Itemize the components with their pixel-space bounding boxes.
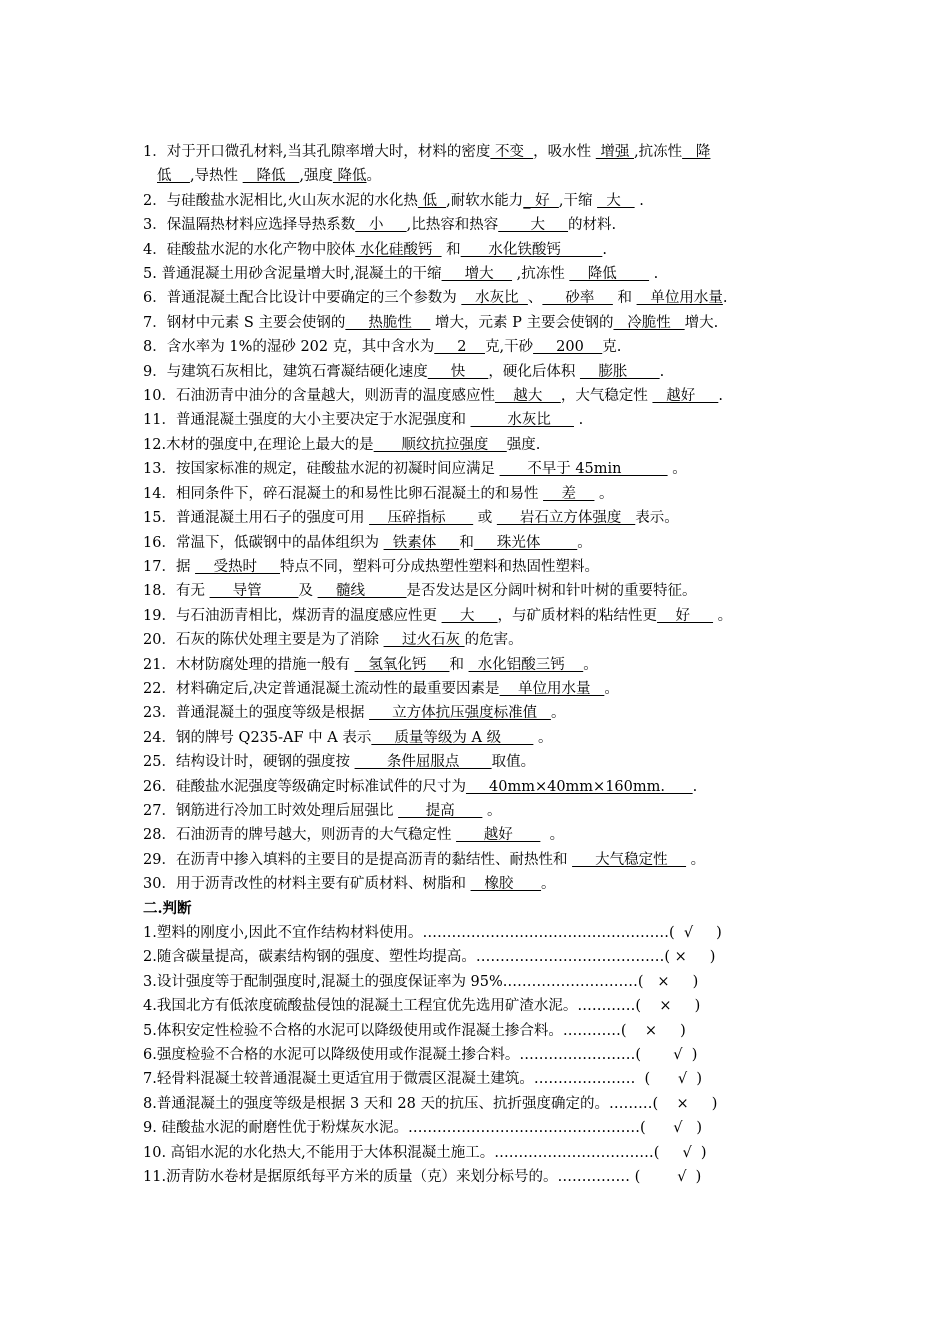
question-text: 增大. <box>684 314 719 331</box>
question-text: ．用于沥青改性的材料主要有矿质材料、树脂和 <box>161 876 471 893</box>
fill-in-question <box>143 506 823 530</box>
question-text: ．相同条件下，碎石混凝土的和易性比卵石混凝土的和易性 <box>161 485 544 502</box>
question-text: ．材料确定后,决定普通混凝土流动性的最重要因素是 <box>161 680 500 697</box>
question-text: ．钢的牌号 Q235-AF 中 A 表示 <box>161 729 372 746</box>
fill-in-question <box>143 433 823 457</box>
answer-blank: 立方体抗压强度标准值 <box>369 705 551 722</box>
answer-blank: 受热时 <box>195 558 281 575</box>
fill-in-question <box>143 457 823 481</box>
question-text: ．普通混凝土强度的大小主要决定于水泥强度和 <box>161 412 471 429</box>
answer-blank: 大气稳定性 <box>572 851 687 868</box>
question-text: . 普通混凝土用砂含泥量增大时,混凝土的干缩 <box>152 266 442 283</box>
section-title-judgement: 二.判断 <box>143 899 192 917</box>
answer-blank: 越好 <box>652 388 719 405</box>
answer-blank: 小 <box>355 217 407 234</box>
fill-in-question <box>143 726 823 750</box>
question-text: 。 <box>594 485 614 502</box>
question-text: . <box>722 290 728 307</box>
answer-blank: 不早于 45min <box>499 461 668 478</box>
question-number: 29 <box>143 851 162 868</box>
answer-blank: 顺纹抗拉强度 <box>373 436 507 453</box>
question-number: 27 <box>143 802 162 819</box>
question-text: 和 <box>441 241 461 258</box>
fill-in-question <box>143 482 823 506</box>
fill-in-question <box>143 311 823 335</box>
question-number: 10 <box>143 388 162 405</box>
question-text: . <box>718 388 723 405</box>
question-text: ，吸水性 <box>533 144 596 160</box>
fill-in-question <box>143 799 823 823</box>
question-text: ．硅酸盐水泥的水化产物中胶体 <box>152 241 356 258</box>
question-text: 。 <box>482 802 502 819</box>
question-text: 克. <box>602 339 622 356</box>
question-text: ．钢材中元素 S 主要会使钢的 <box>152 314 346 331</box>
answer-blank: 冷脆性 <box>613 314 685 331</box>
question-number: 24 <box>143 729 162 746</box>
judgement-section <box>143 921 823 1189</box>
question-text: ，硬化后体积 <box>488 363 580 380</box>
fill-in-question <box>143 628 823 652</box>
answer-blank: 铁素体 <box>383 534 460 551</box>
fill-in-question <box>143 286 823 310</box>
question-text: 和 <box>612 290 637 307</box>
question-text: . <box>573 412 584 429</box>
question-text: ．与建筑石灰相比，建筑石膏凝结硬化速度 <box>152 363 428 380</box>
answer-blank: 大 <box>441 607 498 624</box>
question-text: ．与石油沥青相比，煤沥青的温度感应性更 <box>161 607 442 624</box>
question-text: . <box>634 192 644 209</box>
question-text: 。 <box>686 851 706 868</box>
question-number: 28 <box>143 827 162 844</box>
answer-blank: 不变 <box>490 144 534 160</box>
fill-in-question <box>143 384 823 408</box>
question-text: 、 <box>527 290 543 307</box>
question-number: 22 <box>143 680 162 697</box>
fill-in-question <box>143 872 823 896</box>
fill-in-question <box>143 360 823 384</box>
question-text: . <box>602 241 607 258</box>
fill-in-question <box>143 189 823 213</box>
question-number: 5 <box>143 266 153 283</box>
answer-blank: 增大 <box>441 266 513 283</box>
question-number: 16 <box>143 534 162 551</box>
question-text: ．石油沥青中油分的含量越大，则沥青的温度感应性 <box>161 388 495 405</box>
question-text: ．普通混凝土用石子的强度可用 <box>161 510 370 527</box>
answer-blank: 200 <box>533 339 603 356</box>
judgement-item: 7.轻骨料混凝土较普通混凝土更适宜用于微震区混凝土建筑。………………… ( √ ) <box>143 1071 702 1088</box>
answer-blank: 质量等级为 A 级 <box>371 729 534 746</box>
fill-in-question <box>143 750 823 774</box>
question-text: ,导热性 <box>189 168 243 185</box>
answer-blank: 越好 <box>456 827 541 844</box>
question-number: 26 <box>143 778 162 795</box>
judgement-item: 6.强度检验不合格的水泥可以降级使用或作混凝土掺合料。……………………( √ ) <box>143 1047 698 1064</box>
question-text: ．在沥青中掺入填料的主要目的是提高沥青的黏结性、耐热性和 <box>161 851 573 868</box>
question-number: 9 <box>143 363 153 380</box>
question-text: ．硅酸盐水泥强度等级确定时标准试件的尺寸为 <box>161 778 466 795</box>
question-continuation <box>143 164 823 188</box>
answer-blank: 低 <box>417 192 447 209</box>
question-number: 3 <box>143 217 153 234</box>
answer-blank: 珠光体 <box>473 534 578 551</box>
question-number: 30 <box>143 876 162 893</box>
question-text: ,抗冻性 <box>634 144 683 160</box>
question-number: 17 <box>143 558 162 575</box>
question-text: 。 <box>541 876 556 893</box>
judgement-item: 3.设计强度等于配制强度时,混凝土的强度保证率为 95%.………………………( × ) <box>143 973 699 990</box>
question-text: 表示。 <box>635 510 679 527</box>
answer-blank: 岩石立方体强度 <box>496 510 636 527</box>
answer-blank: 提高 <box>398 802 483 819</box>
question-text: ．有无 <box>161 583 210 600</box>
judgement-item: 1.塑料的刚度小,因此不宜作结构材料使用。……………………………………………( √ ) <box>143 925 722 941</box>
question-number: 23 <box>143 705 162 722</box>
answer-blank: 膨胀 <box>579 363 660 380</box>
fill-in-question <box>143 408 823 432</box>
answer-blank: 降低 <box>332 168 367 185</box>
judgement-item: 11.沥青防水卷材是据原纸每平方米的质量（克）来划分标号的。…………… ( √ ) <box>143 1169 702 1186</box>
answer-blank: _ 好 <box>523 192 559 209</box>
question-text: 。 <box>540 827 565 844</box>
answer-blank: 大 <box>597 192 635 209</box>
question-text: . <box>659 363 665 380</box>
question-text: ．普通混凝土配合比设计中要确定的三个参数为 <box>152 290 462 307</box>
question-text: ．钢筋进行冷加工时效处理后屈强比 <box>161 802 399 819</box>
answer-blank: 降 <box>682 144 711 160</box>
judgement-item: 10. 高铝水泥的水化热大,不能用于大体积混凝土施工。……………………………( √ ) <box>143 1144 707 1161</box>
answer-blank: 水化硅酸钙 <box>355 241 442 258</box>
answer-blank: 髓线 <box>317 583 407 600</box>
answer-blank: 条件屈服点 <box>354 754 492 771</box>
question-text: .木材的强度中,在理论上最大的是 <box>161 436 374 453</box>
question-number: 1 <box>143 144 153 160</box>
question-text: 和 <box>449 656 469 673</box>
question-text: ．按国家标准的规定，硅酸盐水泥的初凝时间应满足 <box>161 461 500 478</box>
question-text: 增大，元素 P 主要会使钢的 <box>430 314 614 331</box>
question-text: 。 <box>583 656 598 673</box>
answer-blank: 水灰比 <box>461 290 528 307</box>
fill-in-question <box>143 823 823 847</box>
fill-in-question <box>143 579 823 603</box>
answer-blank: 水化铝酸三钙 <box>468 656 584 673</box>
answer-blank: 快 <box>427 363 489 380</box>
question-text: 取值。 <box>491 754 536 771</box>
judgement-item: 5.体积安定性检验不合格的水泥可以降级使用或作混凝土掺合料。…………( × ) <box>143 1022 686 1039</box>
question-text: ，大气稳定性 <box>560 388 653 405</box>
question-text: ．石油沥青的牌号越大，则沥青的大气稳定性 <box>161 827 457 844</box>
answer-blank: 氢氧化钙 <box>354 656 450 673</box>
question-number: 4 <box>143 241 153 258</box>
question-number: 8 <box>143 339 153 356</box>
question-text: ,干缩 <box>558 192 598 209</box>
question-text: ．石灰的陈伏处理主要是为了消除 <box>161 632 384 649</box>
question-text: ．常温下，低碳钢中的晶体组织为 <box>161 534 384 551</box>
question-number: 2 <box>143 192 153 209</box>
answer-blank: 单位用水量 <box>499 680 605 697</box>
fill-in-question <box>143 531 823 555</box>
question-text: ,比热容和热容 <box>406 217 499 234</box>
question-text: ．对于开口微孔材料,当其孔隙率增大时，材料的密度 <box>152 144 491 160</box>
answer-blank: 导管 <box>209 583 299 600</box>
question-text: 的材料. <box>568 217 617 234</box>
question-text: 特点不同，塑料可分成热塑性塑料和热固性塑料。 <box>280 558 600 575</box>
answer-blank: 降低 <box>569 266 650 283</box>
question-text: 及 <box>298 583 318 600</box>
question-text: ．含水率为 1%的湿砂 202 克，其中含水为 <box>152 339 435 356</box>
answer-blank: 热脆性 <box>345 314 431 331</box>
question-text: ，与矿质材料的粘结性更 <box>497 607 658 624</box>
answer-blank: 2 <box>434 339 485 356</box>
answer-blank: 水灰比 <box>470 412 574 429</box>
fill-in-question <box>143 848 823 872</box>
question-text: 。 <box>577 534 592 551</box>
fill-in-question <box>143 677 823 701</box>
question-number: 14 <box>143 485 162 502</box>
question-text: 和 <box>459 534 474 551</box>
question-text: ,强度 <box>299 168 333 185</box>
question-text: 。 <box>604 680 619 697</box>
fill-in-question <box>143 604 823 628</box>
question-text: 。 <box>533 729 553 746</box>
judgement-item: 8.普通混凝土的强度等级是根据 3 天和 28 天的抗压、抗折强度确定的。………( × ) <box>143 1095 718 1112</box>
fill-in-question <box>143 555 823 579</box>
question-text: 的危害。 <box>464 632 523 649</box>
question-text: 。 <box>550 705 566 722</box>
question-text: 强度. <box>506 436 541 453</box>
fill-in-question <box>143 213 823 237</box>
question-number: 15 <box>143 510 162 527</box>
question-text: ．普通混凝土的强度等级是根据 <box>161 705 370 722</box>
answer-blank: 过火石灰 <box>383 632 465 649</box>
question-number: 18 <box>143 583 162 600</box>
question-text: ．结构设计时，硬钢的强度按 <box>161 754 355 771</box>
answer-blank: 砂率 <box>542 290 613 307</box>
question-text: 。 <box>667 461 687 478</box>
fill-in-question <box>143 262 823 286</box>
judgement-item: 2.随含碳量提高，碳素结构钢的强度、塑性均提高。…………………………………( × ) <box>143 949 716 966</box>
answer-blank: 低 <box>157 168 190 185</box>
question-number: 19 <box>143 607 162 624</box>
question-number: 6 <box>143 290 153 307</box>
judgement-item: 4.我国北方有低浓度硫酸盐侵蚀的混凝土工程宜优先选用矿渣水泥。…………( × ) <box>143 998 701 1015</box>
fill-in-question <box>143 238 823 262</box>
question-number: 13 <box>143 461 162 478</box>
answer-blank: 降低 <box>242 168 300 185</box>
question-text: ．木材防腐处理的措施一般有 <box>161 656 355 673</box>
answer-blank: 差 <box>543 485 595 502</box>
question-text: ．保温隔热材料应选择导热系数 <box>152 217 356 234</box>
fill-in-question <box>143 653 823 677</box>
answer-blank: 增强 <box>595 144 634 160</box>
question-text: ,抗冻性 <box>512 266 570 283</box>
question-number: 25 <box>143 754 162 771</box>
answer-blank: 水化铁酸钙 <box>460 241 603 258</box>
fill-in-question <box>143 335 823 359</box>
question-text: 。 <box>366 168 382 185</box>
question-text: ．据 <box>161 558 196 575</box>
judgement-item: 9. 硅酸盐水泥的耐磨性优于粉煤灰水泥。…………………………………………( √ ) <box>143 1120 702 1137</box>
question-text: 。 <box>713 607 733 624</box>
question-number: 11 <box>143 412 162 429</box>
question-text: . <box>649 266 659 283</box>
question-number: 20 <box>143 632 162 649</box>
answer-blank: 橡胶 <box>470 876 542 893</box>
exam-sheet <box>143 140 823 1189</box>
answer-blank: 好 <box>657 607 714 624</box>
fill-in-question <box>143 701 823 725</box>
fill-in-question <box>143 140 823 164</box>
answer-blank: 压碎指标 <box>369 510 474 527</box>
answer-blank: 40mm×40mm×160mm. <box>465 778 693 795</box>
question-text: . <box>692 778 698 795</box>
question-text: 或 <box>473 510 497 527</box>
answer-blank: 大 <box>498 217 569 234</box>
question-text: 克,干砂 <box>484 339 534 356</box>
question-number: 21 <box>143 656 162 673</box>
answer-blank: 单位用水量 <box>636 290 723 307</box>
fill-in-question <box>143 775 823 799</box>
question-text: ,耐软水能力 <box>446 192 524 209</box>
question-text: 是否发达是区分阔叶树和针叶树的重要特征。 <box>406 583 697 600</box>
question-number: 7 <box>143 314 153 331</box>
question-text: ．与硅酸盐水泥相比,火山灰水泥的水化热 <box>152 192 418 209</box>
fill-in-section <box>143 140 823 897</box>
answer-blank: 越大 <box>494 388 561 405</box>
question-number: 12 <box>143 436 162 453</box>
